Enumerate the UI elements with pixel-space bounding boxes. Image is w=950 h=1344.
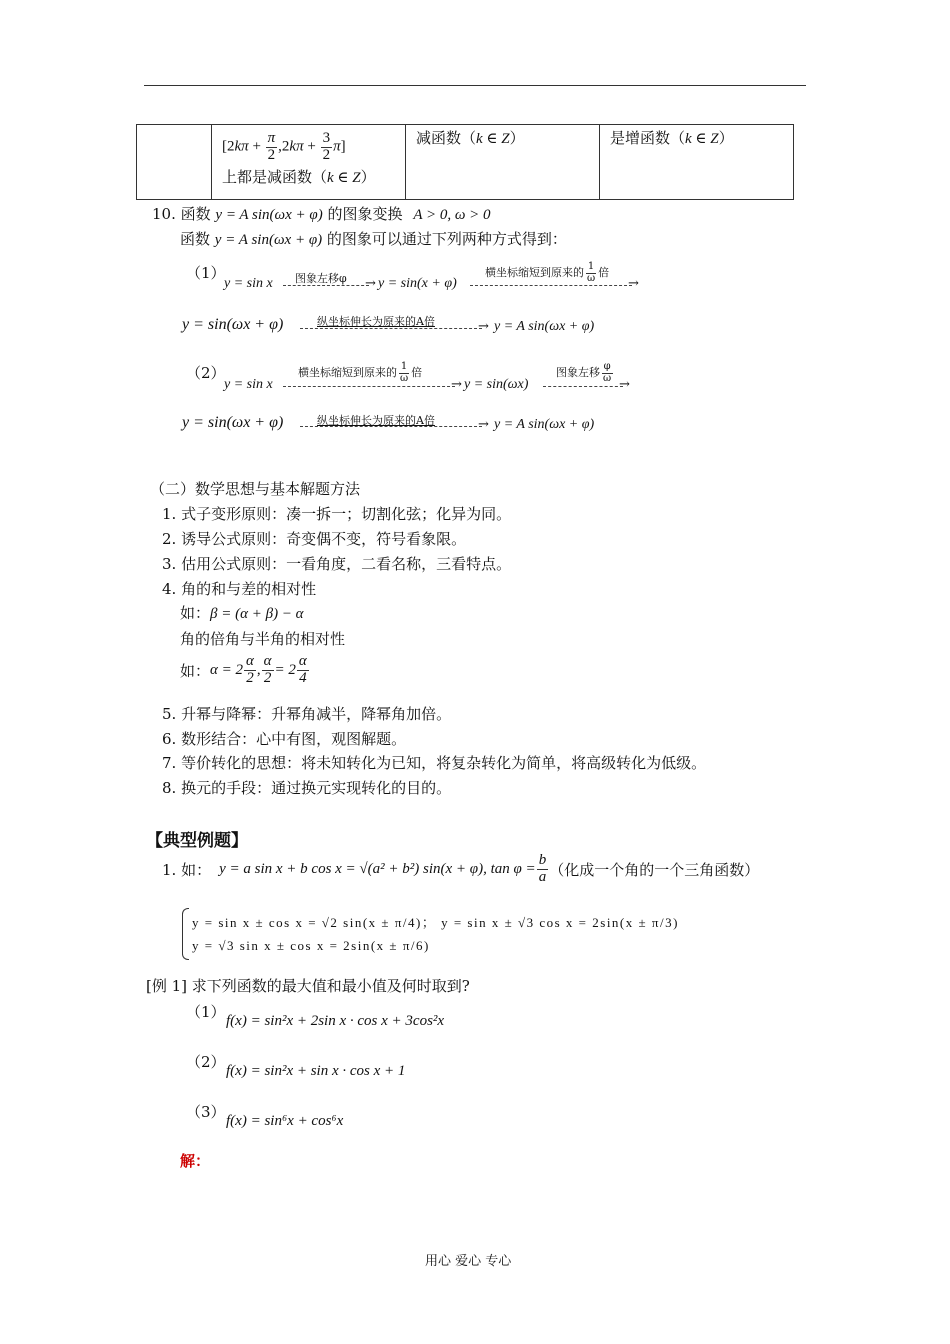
section2-item-2: 2. 诱导公式原则：奇变偶不变，符号看象限。: [162, 530, 467, 548]
way1-label: （1）: [186, 264, 226, 282]
example-1-line: 1. 如： y = a sin x + b cos x = √(a² + b²) sin(x + φ), tan φ = $\frac{b}{a}$ （化成一个角的一个三角函数）: [162, 852, 760, 885]
solution-label: 解：: [180, 1152, 211, 1170]
way1-f1: y = sin x: [224, 276, 273, 291]
arrow-head-icon: →: [478, 417, 489, 432]
way2-arrow3-label: 纵坐标伸长为原来的A倍: [317, 414, 435, 427]
table-cell-empty: [137, 125, 212, 200]
section2-item-4b: 角的倍角与半角的相对性: [180, 630, 346, 648]
table-cell-increasing: 是增函数（k ∈ Z）: [600, 125, 794, 200]
way1-arrow2-label: 横坐标缩短到原来的 $\frac{1}{\omega}$ 倍: [485, 261, 610, 284]
way2-f3: y = sin(ωx + φ): [182, 414, 284, 431]
system-line-1: y = sin x ± cos x = √2 sin(x ± π/4)； y = sin x ± √3 cos x = 2sin(x ± π/3): [192, 915, 679, 930]
way2-f4: y = A sin(ωx + φ): [494, 417, 595, 432]
system-line-2: y = √3 sin x ± cos x = 2sin(x ± π/6): [192, 938, 430, 953]
example-question-title: [例 1] 求下列函数的最大值和最小值及何时取到?: [146, 977, 470, 995]
question-3-math: f(x) = sin⁶x + cos⁶x: [226, 1113, 344, 1129]
section2-item-1: 1. 式子变形原则：凑一拆一；切割化弦；化异为同。: [162, 505, 512, 523]
section2-item-6: 6. 数形结合：心中有图，观图解题。: [162, 730, 407, 748]
arrow-head-icon: →: [628, 276, 639, 291]
arrow-head-icon: →: [619, 377, 630, 392]
section2-item-7: 7. 等价转化的思想：将未知转化为已知，将复杂转化为简单，将高级转化为低级。: [162, 754, 707, 772]
arrow-head-icon: →: [478, 319, 489, 334]
function-property-table: [136, 124, 794, 200]
way2-arrow2-label: 图象左移 $\frac{\varphi}{\omega}$: [556, 361, 612, 384]
arrow-head-icon: →: [451, 377, 462, 392]
way2-arrow1-label: 横坐标缩短到原来的 $\frac{1}{\omega}$ 倍: [298, 361, 423, 384]
arrow-head-icon: →: [365, 276, 376, 291]
section2-item-5: 5. 升幂与降幂：升幂角减半，降幂角加倍。: [162, 705, 452, 723]
section2-item-8: 8. 换元的手段：通过换元实现转化的目的。: [162, 779, 452, 797]
way2-arrow2: [543, 386, 623, 387]
page-footer: 用心 爱心 专心: [425, 1254, 512, 1269]
question-3-label: （3）: [186, 1103, 226, 1121]
table-cell-decreasing: 减函数（k ∈ Z）: [406, 125, 600, 200]
way1-arrow3-label: 纵坐标伸长为原来的A倍: [317, 315, 435, 328]
way1-arrow1: [283, 285, 369, 286]
s10-line2: 函数 y = A sin(ωx + φ) 的图象可以通过下列两种方式得到：: [180, 230, 567, 248]
question-1-label: （1）: [186, 1003, 226, 1021]
section2-example-2: 如： α = 2 $\frac{\alpha}{2}$ , $\frac{\alpha}{2}$ = 2 $\frac{\alpha}{4}$: [180, 653, 307, 686]
way1-f3: y = sin(ωx + φ): [182, 316, 284, 333]
table-cell-interval: [2kπ + $\frac{\pi}{2}$ ,2kπ + $\frac{3}{2}$ π] 上都是减函数（k ∈ Z）: [212, 125, 406, 200]
question-2-label: （2）: [186, 1053, 226, 1071]
way2-label: （2）: [186, 364, 226, 382]
way1-f4: y = A sin(ωx + φ): [494, 319, 595, 334]
way1-arrow3: [300, 328, 482, 329]
s10-line1: 10. 函数 y = A sin(ωx + φ) 的图象变换 A > 0, ω > 0: [152, 205, 491, 223]
question-1-math: f(x) = sin²x + 2sin x · cos x + 3cos²x: [226, 1013, 445, 1029]
way1-arrow1-label: 图象左移φ: [295, 272, 347, 285]
way1-f2: y = sin(x + φ): [378, 276, 457, 291]
equation-system-brace: [182, 908, 189, 960]
cell2-kz: k ∈ Z: [327, 169, 361, 186]
section2-item-4: 4. 角的和与差的相对性: [162, 580, 317, 598]
way2-arrow1: [283, 386, 455, 387]
cell2-text: 上都是减函数（: [222, 167, 328, 186]
way2-f2: y = sin(ωx): [464, 377, 529, 392]
way2-arrow3: [300, 426, 482, 427]
section2-example-1: 如：β = (α + β) − α: [180, 604, 304, 622]
question-2-math: f(x) = sin²x + sin x · cos x + 1: [226, 1063, 406, 1079]
way2-f1: y = sin x: [224, 377, 273, 392]
section2-item-3: 3. 估用公式原则：一看角度，二看名称，三看特点。: [162, 555, 512, 573]
section2-title: （二）数学思想与基本解题方法: [150, 480, 361, 498]
header-rule: [144, 85, 806, 86]
way1-arrow2: [470, 285, 632, 286]
examples-heading: 【典型例题】: [146, 831, 248, 851]
